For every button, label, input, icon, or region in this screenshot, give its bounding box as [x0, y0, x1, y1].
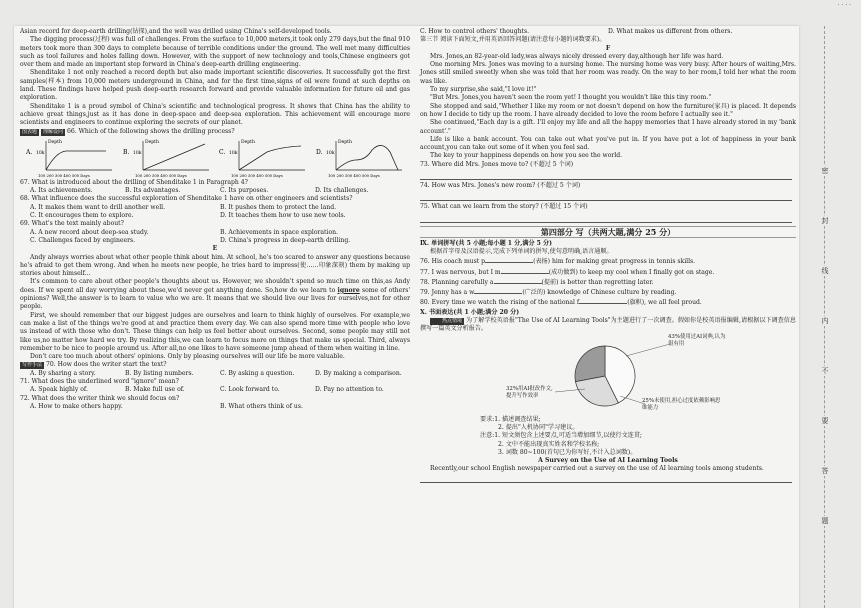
- part4-heading: 第四部分 写（共两大题,满分 25 分）: [420, 226, 796, 238]
- exam-page: [14, 26, 799, 608]
- text: (成功做到) to keep my cool when I finally got on stage.: [548, 268, 715, 276]
- section-x-heading: Ⅹ. 书面表达(共 1 小题;满分 20 分): [420, 308, 520, 316]
- survey-pie-chart: [420, 334, 796, 416]
- question-73: 73. Where did Mrs. Jones move to? (不超过 5 个词): [420, 160, 574, 168]
- blank-input[interactable]: [579, 297, 627, 304]
- chart-option-c[interactable]: [219, 138, 307, 178]
- option[interactable]: A. How to make others happy.: [30, 402, 123, 410]
- question-80: [420, 297, 796, 307]
- option-letter: A.: [26, 148, 33, 156]
- pie-slice-25: [575, 346, 605, 382]
- text: (表扬) him for making great progress in tennis skills.: [533, 258, 696, 266]
- option[interactable]: B. By listing numbers.: [125, 369, 194, 377]
- option[interactable]: D. What makes us different from others.: [608, 28, 733, 35]
- option[interactable]: C. By asking a question.: [220, 369, 295, 377]
- section-heading-e: E: [212, 245, 218, 253]
- options-68: [30, 204, 410, 212]
- option-letter: C.: [219, 148, 226, 156]
- option[interactable]: D. China's progress in deep-earth drilling.: [220, 236, 351, 244]
- paragraph: The key to your happiness depends on how you see the world.: [430, 152, 623, 160]
- question-tag: 写作手法: [22, 362, 43, 369]
- y-tick: 10k: [132, 150, 142, 156]
- text: some of others' opinions? Well,the answer is to learn to value who we are. It means that we should live our lives for ourselves,not for other people.: [20, 286, 411, 311]
- y-label: Depth: [241, 139, 256, 145]
- paragraph: Don't care too much about others' opinions. Only by pleasing ourselves will our life be more valuable.: [30, 353, 345, 361]
- seal-char: 答: [821, 467, 829, 475]
- seal-char: 内: [821, 317, 829, 325]
- paragraph: [20, 278, 410, 311]
- section-heading-f: F: [605, 44, 611, 52]
- essay-title: A Survey on the Use of AI Learning Tools: [538, 457, 678, 465]
- option[interactable]: B. What others think of us.: [220, 402, 303, 410]
- text: 77. I was nervous, but I m: [420, 268, 501, 276]
- section-ix-heading: Ⅸ. 单词拼写(共 5 小题;每小题 1 分,满分 5 分): [420, 239, 553, 247]
- chart-option-a[interactable]: [26, 138, 114, 178]
- writing-line[interactable]: [420, 474, 792, 483]
- pie-label-43: 43%使用过AI词典,认为很有用: [668, 333, 726, 347]
- right-column: [420, 28, 796, 483]
- seal-char: 不: [821, 367, 829, 375]
- options-69: [30, 237, 410, 245]
- question-text: 70. How does the writer start the text?: [46, 361, 167, 369]
- option[interactable]: A. A new record about deep-sea study.: [30, 228, 149, 236]
- option[interactable]: D. By making a comparison.: [315, 369, 402, 377]
- question-tag: 热点情境: [430, 318, 464, 325]
- option[interactable]: D. Its challenges.: [315, 187, 369, 195]
- question-79: [420, 287, 796, 297]
- question-72: 72. What does the writer think we should focus on?: [20, 394, 180, 402]
- drilling-charts: [26, 138, 404, 178]
- options-68: [30, 212, 410, 220]
- underlined-word: ignore: [337, 286, 360, 294]
- option[interactable]: C. How to control others' thoughts.: [420, 28, 530, 35]
- options-69: [30, 229, 410, 237]
- seal-char: 封: [821, 217, 829, 225]
- text: (提前) is better than regretting later.: [541, 278, 654, 286]
- paragraph: First, we should remember that our biggest judges are ourselves and learn to think highly of ourselves. For example,we can make a list of the things we're good at and practice them every day. We can also spend more time with people who love us instead of with those who don't. These things can help us feel better about ourselves. Second, some people may still not like us,no matter how hard we try. By realizing this,we can learn to focus more on things that make us special. Third, always remember to be nice to people around us. After all,no one likes to have someone jump ahead of them when waiting in line.: [20, 311, 410, 352]
- requirement-line: 注意:1. 短文须包含上述要点,可适当增加细节,以使行文连贯;: [480, 432, 642, 440]
- paragraph: She stopped and said,"Whether I like my room or not doesn't depend on how the furniture(家具) is placed. It depends on how I decide to tidy up the room. I have already decided to love the room before I actually see it.": [420, 102, 796, 118]
- option[interactable]: A. Its achievements.: [30, 187, 93, 195]
- chart-option-b[interactable]: [123, 138, 211, 178]
- text: 80. Every time we watch the rising of the national f: [420, 299, 580, 307]
- answer-line-75[interactable]: [420, 212, 792, 223]
- option[interactable]: B. It pushes them to protect the land.: [220, 203, 337, 211]
- option[interactable]: C. Look forward to.: [220, 386, 280, 394]
- question-75: 75. What can we learn from the story? (不超过 15 个词): [420, 203, 588, 211]
- options-67: [30, 187, 410, 195]
- left-column: [20, 28, 410, 411]
- blank-input[interactable]: [485, 256, 533, 263]
- x-ticks: 100 200 300 400 500 Days: [231, 172, 283, 178]
- answer-line-73[interactable]: [420, 169, 792, 180]
- y-tick: 10k: [325, 150, 335, 156]
- text: (旗帜), we all feel proud.: [627, 299, 702, 307]
- requirement-line: 要求:1. 描述调查结果;: [480, 415, 541, 423]
- options-70: [30, 370, 410, 378]
- text: (广泛的) knowledge of Chinese culture by reading.: [522, 289, 677, 297]
- option[interactable]: B. Make full use of.: [125, 386, 185, 394]
- blank-input[interactable]: [494, 277, 542, 284]
- blank-input[interactable]: [474, 287, 522, 294]
- section-x-prompt: [420, 317, 796, 334]
- option[interactable]: C. It encourages them to explore.: [30, 212, 134, 220]
- requirement-line: 2. 提出"人机协同"学习建议。: [498, 423, 579, 431]
- text: 78. Planning carefully a: [420, 278, 494, 286]
- option[interactable]: D. Pay no attention to.: [315, 386, 384, 394]
- question-77: [420, 267, 796, 277]
- corner-mark: · · · ·: [837, 2, 851, 9]
- y-tick: 10k: [229, 150, 238, 156]
- y-label: Depth: [337, 139, 352, 145]
- paragraph: "But Mrs. Jones,you haven't seen the room yet! I thought you wouldn't like this tiny room.": [430, 94, 712, 102]
- question-76: [420, 256, 796, 266]
- chart-option-d[interactable]: [316, 138, 404, 178]
- essay-start: Recently,our school English newspaper carried out a survey on the use of AI learning tools among students.: [430, 465, 764, 473]
- y-label: Depth: [144, 139, 159, 145]
- option[interactable]: D. It teaches them how to use new tools.: [220, 212, 346, 220]
- paragraph: Life is like a bank account. You can take out what you've put in. If you have put a lot of happiness in your bank account,you can take out some of it when you feel sad.: [420, 135, 796, 152]
- paragraph: Andy always worries about what other people think about him. At school, he's too scared to answer any questions because he's afraid to get them wrong. And when he meets new people, he tries hard to impress(使……印象深刻) them by making up stories about himself...: [20, 253, 410, 278]
- question-text: 66. Which of the following shows the drilling process?: [67, 127, 235, 135]
- y-label: Depth: [48, 139, 62, 145]
- paragraph: The digging process(过程) was full of challenges. From the surface to 10,000 meters,it took only 279 days,but the final 910 meters took more than 300 days to complete because of terrible conditions under the ground. The well met many difficulties such as tool failures and holes falling down. However, with the support of new technology and tools,Chinese engineers got over them and made an important step forward in China's deep-earth drilling engineering.: [20, 36, 410, 69]
- question-70: [20, 361, 410, 369]
- intro-line: Asian record for deep-earth drilling(钻探),and the well was drilled using China's self-developed tools.: [20, 28, 332, 35]
- option[interactable]: C. Its purposes.: [220, 187, 269, 195]
- paragraph: One morning Mrs. Jones was moving to a nursing home. The nursing home was very busy. After hours of waiting,Mrs. Jones still smiled sweetly when she was told that her room was ready. On the way to her room,I told her what the room was like.: [420, 61, 796, 85]
- paragraph: Mrs. Jones,an 82-year-old lady,was always nicely dressed every day,although her life was hard.: [430, 52, 724, 60]
- question-69: 69. What's the text mainly about?: [20, 220, 124, 228]
- paragraph: Shenditake 1 not only reached a record depth but also made important scientific discoveries. It successfully got the first samples(样本) from 10,000 meters underground in China, and for the first time,signs of oil were found at such depths on land. These findings have helped push deep-earth research forward and provide valuable information for future oil and gas exploration.: [20, 69, 410, 102]
- skill-tag: 理解设问: [43, 128, 64, 135]
- y-tick: 10k: [36, 150, 45, 156]
- text: It's common to care about other people's thoughts about us. However, we shouldn't spend so much time on this,as Andy does. If we spent all day worrying about these,we'd never get anything done. So,how do we learn to: [20, 278, 410, 294]
- x-ticks: 100 200 300 400 500 Days: [134, 172, 187, 178]
- question-78: [420, 277, 796, 287]
- paragraph: She continued,"Each day is a gift. I'll enjoy my life and all the happy memories that I have already stored in my 'bank account'.": [420, 119, 796, 135]
- pie-label-25: 25%未使用,担心过度依赖影响思维能力: [642, 397, 721, 411]
- question-tag: 图表题: [22, 128, 38, 135]
- requirement-line: 2. 文中不能出现真实姓名和学校名称;: [498, 440, 600, 448]
- section-ix-instructions: 根据首字母及汉语提示,完成下列单词的拼写,使句意明确,语言通顺。: [430, 247, 613, 255]
- option[interactable]: C. Challenges faced by engineers.: [30, 236, 136, 244]
- text: 76. His coach must p: [420, 258, 486, 266]
- paragraph: To my surprise,she said,"I love it!": [430, 86, 537, 94]
- section3-heading: 第三节 阅读下面短文,并用英语回答问题(请注意每小题的词数要求)。: [420, 36, 606, 44]
- question-66: [20, 128, 410, 136]
- x-ticks: 100 200 300 400 500 Days: [38, 172, 90, 178]
- seal-char: 密: [821, 167, 829, 175]
- seal-char: 题: [821, 517, 829, 525]
- option-letter: B.: [122, 148, 129, 156]
- question-68: 68. What influence does the successful exploration of Shenditake 1 have on other engineers and scientists?: [20, 195, 353, 203]
- option-letter: D.: [315, 148, 323, 156]
- option[interactable]: B. Its advantages.: [125, 187, 181, 195]
- seal-line-band: [805, 26, 845, 608]
- options-72: [30, 403, 410, 411]
- requirement-line: 3. 词数 80~100(首句已为你写好,不计入总词数)。: [498, 448, 637, 456]
- options-71: [30, 386, 410, 394]
- option[interactable]: B. Achievements in space exploration.: [220, 228, 338, 236]
- answer-line-74[interactable]: [420, 190, 792, 201]
- pie-label-32: 32%用AI批改作文,提升写作效率: [506, 385, 553, 399]
- paragraph: Shenditake 1 is a proud symbol of China's scientific and technological progress. It shows that China has the ability to achieve great things,just as it has done in deep-space and deep-sea exploration. This achievement will encourage more scientists and engineers to continue exploring the secrets of our planet.: [20, 102, 410, 127]
- option[interactable]: A. By sharing a story.: [30, 369, 96, 377]
- blank-input[interactable]: [501, 267, 549, 274]
- question-67: 67. What is introduced about the drilling of Shenditake 1 in Paragraph 4?: [20, 178, 248, 186]
- question-71: 71. What does the underlined word "ignore" mean?: [20, 377, 179, 385]
- text: 79. Jenny has a w: [420, 289, 475, 297]
- question-74: 74. How was Mrs. Jones's new room? (不超过 5 个词): [420, 182, 581, 190]
- seal-char: 要: [821, 417, 829, 425]
- x-ticks: 100 200 300 400 500 Days: [327, 172, 380, 178]
- seal-char: 线: [821, 267, 829, 275]
- option[interactable]: A. Speak highly of.: [30, 386, 88, 394]
- text: 为了解学校英语报"The Use of AI Learning Tools"为主题进行了一次调查。假如你是校英语报编辑,请根据以下调查信息撰写一篇英文分析报告。: [420, 317, 796, 333]
- option[interactable]: A. It makes them want to drill another well.: [30, 203, 166, 211]
- pie: [575, 346, 635, 406]
